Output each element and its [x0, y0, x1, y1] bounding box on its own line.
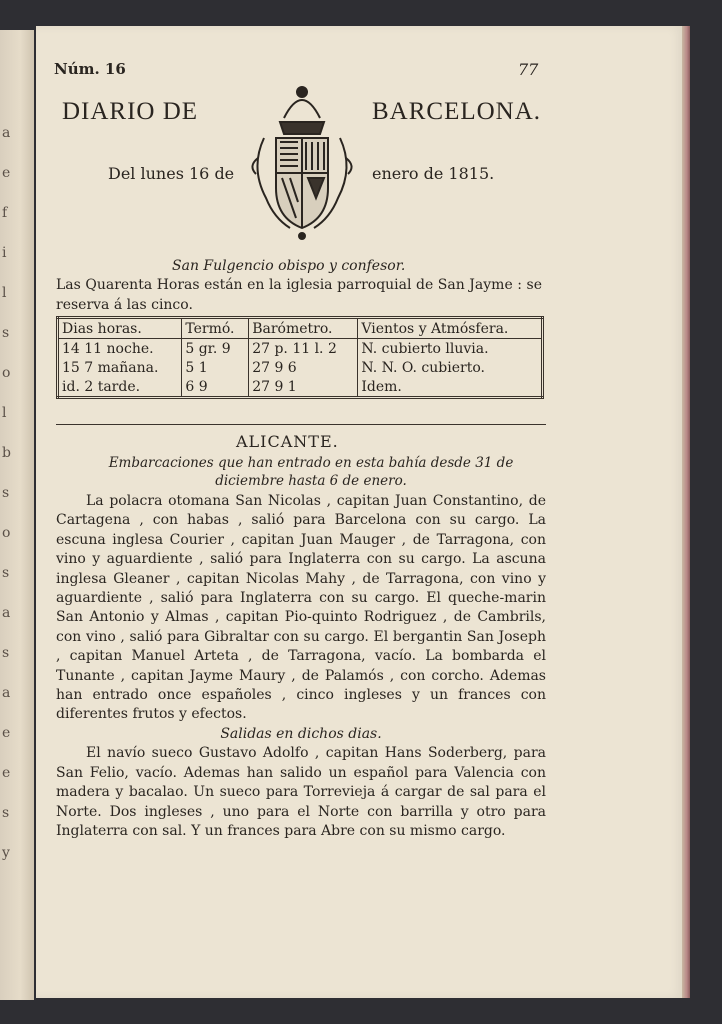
masthead-right: BARCELONA.: [372, 98, 542, 125]
cell: id. 2 tarde.: [58, 377, 182, 398]
col-thermometer: Termó.: [182, 318, 249, 339]
facing-page-letter: o: [2, 365, 11, 381]
facing-page-letter: s: [2, 805, 10, 821]
cell: 15 7 mañana.: [58, 358, 182, 377]
weather-header-row: [58, 318, 543, 339]
masthead-left: DIARIO DE: [62, 98, 199, 125]
facing-page-letter: a: [2, 125, 11, 141]
facing-page-letter: l: [2, 285, 7, 301]
cell: 14 11 noche.: [58, 339, 182, 359]
article-city: ALICANTE.: [236, 432, 339, 451]
dateline-left: Del lunes 16 de: [108, 164, 235, 183]
cell: N. cubierto lluvia.: [361, 340, 489, 357]
facing-page-letter: o: [2, 525, 11, 541]
facing-page-letter: f: [2, 205, 8, 221]
departures-paragraph: El navío sueco Gustavo Adolfo , capitan Hans Soderberg, para San Felio, vacío. Ademas han salido un español para Valencia con madera y bacalao. Un sueco para Torrevieja á cargar de sal para el Norte. Dos ingleses , uno para el Norte con barrilla y otro para Inglaterra con sal. Y un frances para Abre con su mismo cargo.: [56, 745, 546, 839]
facing-page-letter: b: [2, 445, 11, 461]
facing-page-letter: s: [2, 565, 10, 581]
facing-page-letter: i: [2, 245, 7, 261]
forty-hours-notice: Las Quarenta Horas están en la iglesia parroquial de San Jayme : se reserva á las cinco.: [56, 277, 542, 313]
cell: 27 9 6: [249, 358, 358, 377]
table-row: [58, 358, 543, 377]
facing-page-letter: s: [2, 645, 10, 661]
facing-page-letter: s: [2, 325, 10, 341]
cell: 6 9: [182, 377, 249, 398]
cell: 5 gr. 9: [182, 339, 249, 359]
facing-page-letter: a: [2, 605, 11, 621]
table-row: [58, 339, 543, 359]
facing-page-edge: [0, 30, 34, 1000]
facing-page-letter: e: [2, 165, 11, 181]
cell: 27 9 1: [249, 377, 358, 398]
page-number: 77: [518, 60, 539, 79]
departures-heading: Salidas en dichos dias.: [220, 725, 382, 742]
col-days-hours: Dias horas.: [58, 318, 182, 339]
newspaper-page: [36, 26, 684, 998]
facing-page-letter: e: [2, 765, 11, 781]
dateline-right: enero de 1815.: [372, 164, 495, 183]
cell: N. N. O. cubierto.: [361, 359, 485, 376]
col-barometer: Barómetro.: [249, 318, 358, 339]
cell: 5 1: [182, 358, 249, 377]
saint-of-day: San Fulgencio obispo y confesor.: [172, 258, 406, 274]
article-body: [56, 492, 546, 841]
table-row: [58, 377, 543, 398]
coat-of-arms-icon: [244, 78, 360, 242]
facing-page-letter: s: [2, 485, 10, 501]
facing-page-letter: e: [2, 725, 11, 741]
weather-table: [56, 316, 544, 399]
col-winds: Vientos y Atmósfera.: [358, 318, 543, 339]
divider: [56, 424, 546, 425]
facing-page-letter: y: [2, 845, 10, 861]
page-edge: [682, 26, 690, 998]
facing-page-letter: l: [2, 405, 7, 421]
cell: 27 p. 11 l. 2: [249, 339, 358, 359]
arrivals-paragraph: La polacra otomana San Nicolas , capitan Juan Constantino, de Cartagena , con habas , salió para Barcelona con su cargo. La escuna inglesa Courier , capitan Juan Mauger , de Tarragona, con vino y aguardiente , salió para Inglaterra con su cargo. La ascuna inglesa Gleaner , capitan Nicolas Mahy , de Tarragona, con vino y aguardiente , salió para Inglaterra con su cargo. El queche-marin San Antonio y Almas , capitan Pio-quinto Rodriguez , de Cambrils, con vino , salió para Gibraltar con su cargo. El bergantin San Joseph , capitan Manuel Arteta , de Tarragona, vacío. La bombarda el Tunante , capitan Jayme Maury , de Palamós , con corcho. Ademas han entrado once españoles , cinco ingleses y un frances con diferentes frutos y efectos.: [56, 493, 546, 723]
article-subhead: Embarcaciones que han entrado en esta bahía desde 31 de diciembre hasta 6 de enero.: [108, 455, 514, 489]
issue-number: Núm. 16: [54, 60, 126, 78]
facing-page-letter: a: [2, 685, 11, 701]
cell: Idem.: [361, 378, 402, 395]
